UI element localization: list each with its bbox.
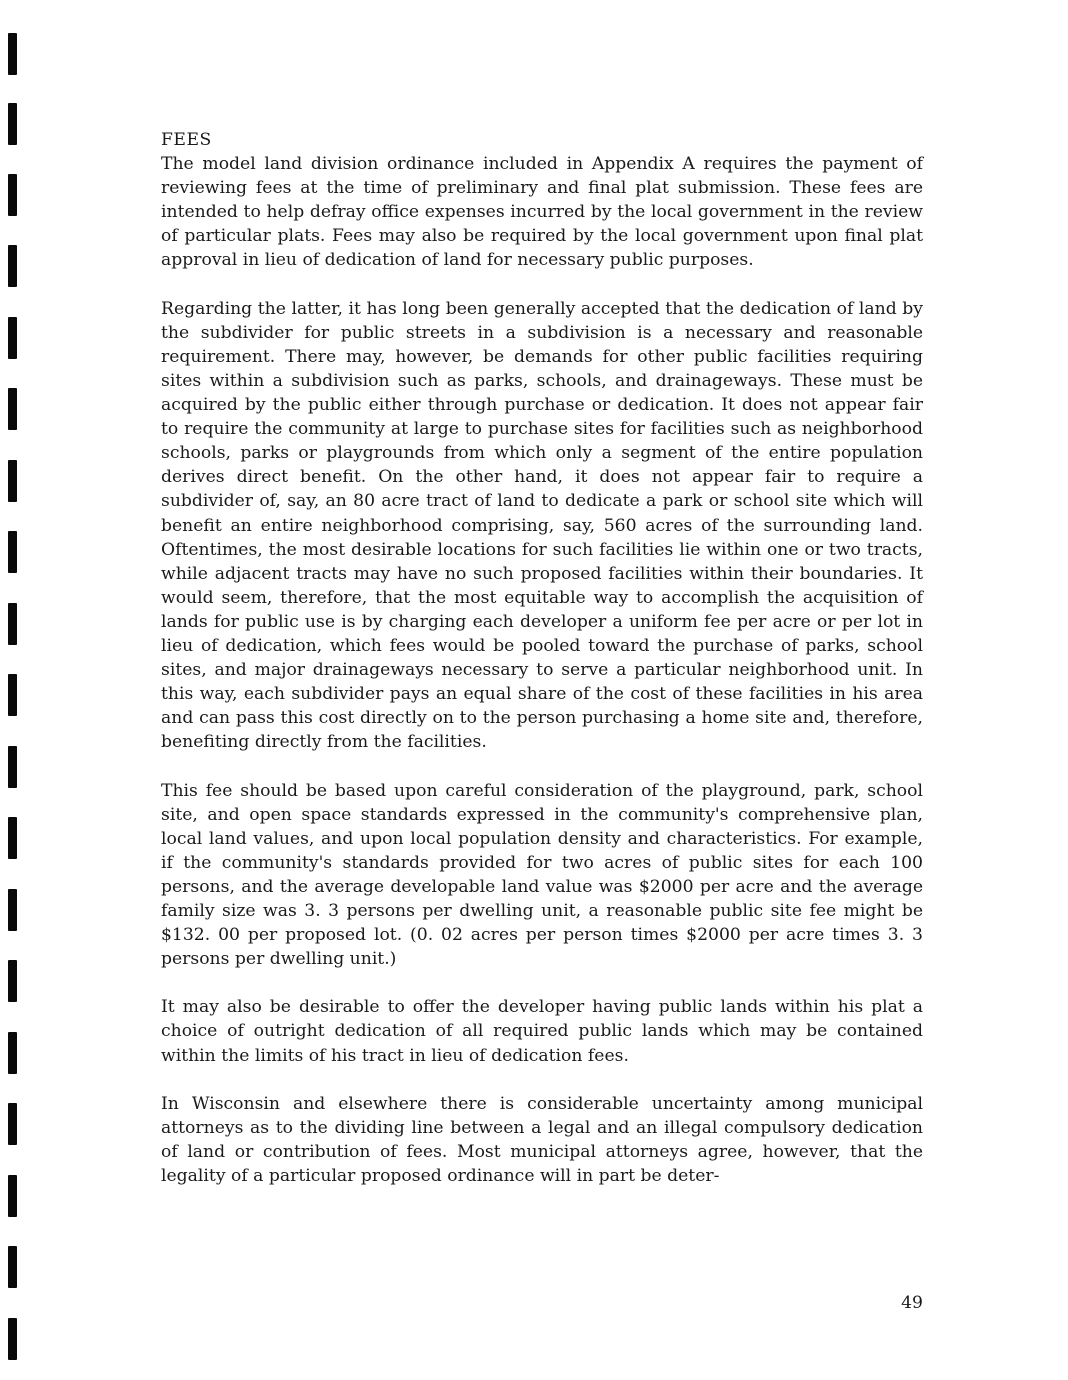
- binding-hole: [8, 245, 17, 287]
- binding-hole: [8, 1032, 17, 1074]
- binding-hole: [8, 603, 17, 645]
- document-body: [161, 128, 923, 1212]
- page-number: 49: [901, 1293, 923, 1313]
- binding-hole: [8, 1246, 17, 1288]
- binding-hole: [8, 33, 17, 75]
- binding-hole: [8, 460, 17, 502]
- binding-hole: [8, 746, 17, 788]
- binding-hole: [8, 317, 17, 359]
- binding-hole: [8, 1103, 17, 1145]
- binding-hole: [8, 531, 17, 573]
- paragraph: This fee should be based upon careful consideration of the playground, park, school site, and open space standards expressed in the community's comprehensive plan, local land values, and upon local population density and characteristics. For example, if the community's standards provided for two acres of public sites for each 100 persons, and the average developable land value was $2000 per acre and the average family size was 3. 3 persons per dwelling unit, a reasonable public site fee might be $132. 00 per proposed lot. (0. 02 acres per person times $2000 per acre times 3. 3 persons per dwelling unit.): [161, 780, 923, 970]
- section-heading: FEES: [161, 130, 212, 150]
- spiral-binding: [0, 0, 30, 1380]
- binding-hole: [8, 103, 17, 145]
- binding-hole: [8, 817, 17, 859]
- paragraph: Regarding the latter, it has long been generally accepted that the dedication of land by the subdivider for public streets in a subdivision is a necessary and reasonable requirement. There may, however, be demands for other public facilities requiring sites within a subdivision such as parks, schools, and drainageways. These must be acquired by the public either through purchase or dedication. It does not appear fair to require the community at large to purchase sites for facilities such as neighborhood schools, parks or playgrounds from which only a segment of the entire population derives direct benefit. On the other hand, it does not appear fair to require a subdivider of, say, an 80 acre tract of land to dedicate a park or school site which will benefit an entire neighborhood comprising, say, 560 acres of the surrounding land. Oftentimes, the most desirable locations for such facilities lie within one or two tracts, while adjacent tracts may have no such proposed facilities within their boundaries. It would seem, therefore, that the most equitable way to accomplish the acquisition of lands for public use is by charging each developer a uniform fee per acre or per lot in lieu of dedication, which fees would be pooled toward the purchase of parks, school sites, and major drainageways necessary to serve a particular neighborhood unit. In this way, each subdivider pays an equal share of the cost of these facilities in his area and can pass this cost directly on to the person purchasing a home site and, therefore, benefiting directly from the facilities.: [161, 298, 923, 753]
- binding-hole: [8, 960, 17, 1002]
- binding-hole: [8, 388, 17, 430]
- paragraph: In Wisconsin and elsewhere there is considerable uncertainty among municipal attorneys as to the dividing line between a legal and an illegal compulsory dedication of land or contribution of fees. Most municipal attorneys agree, however, that the legality of a particular proposed ordinance will in part be deter-: [161, 1093, 923, 1187]
- binding-hole: [8, 889, 17, 931]
- binding-hole: [8, 1175, 17, 1217]
- binding-hole: [8, 1318, 17, 1360]
- paragraph: The model land division ordinance included in Appendix A requires the payment of reviewing fees at the time of preliminary and final plat submission. These fees are intended to help defray office expenses incurred by the local government in the review of particular plats. Fees may also be required by the local government upon final plat approval in lieu of dedication of land for necessary public purposes.: [161, 154, 923, 271]
- paragraph: It may also be desirable to offer the developer having public lands within his plat a choice of outright dedication of all required public lands which may be contained within the limits of his tract in lieu of dedication fees.: [161, 997, 923, 1066]
- binding-hole: [8, 674, 17, 716]
- binding-hole: [8, 174, 17, 216]
